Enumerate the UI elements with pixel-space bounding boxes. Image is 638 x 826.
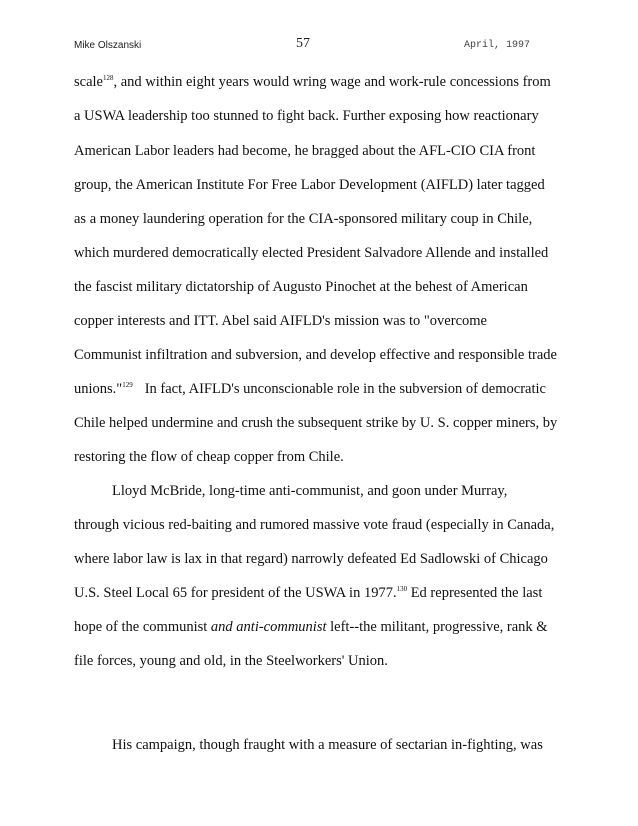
text-run: unions." — [74, 381, 123, 397]
text-line: which murdered democratically elected President Salvadore Allende and installed — [74, 245, 549, 261]
text-line: the fascist military dictatorship of Augusto Pinochet at the behest of American — [74, 279, 528, 295]
text-line: Chile helped undermine and crush the subsequent strike by U. S. copper miners, by — [74, 415, 558, 431]
text-run: U.S. Steel Local 65 for president of the USWA in 1977. — [74, 585, 397, 601]
text-line: file forces, young and old, in the Steelworkers' Union. — [74, 653, 388, 669]
text-run: left--the militant, progressive, rank & — [326, 619, 548, 635]
paragraph-start-line: Lloyd McBride, long-time anti-communist, and goon under Murray, — [112, 483, 508, 499]
text-run: scale — [74, 74, 103, 90]
header-date: April, 1997 — [464, 40, 531, 51]
text-line: restoring the flow of cheap copper from Chile. — [74, 449, 344, 465]
text-line — [74, 381, 546, 398]
header-author: Mike Olszanski — [74, 40, 142, 51]
text-line — [74, 619, 548, 636]
text-line — [74, 74, 551, 91]
footnote-ref-130: 130 — [396, 585, 408, 593]
text-run: hope of the communist — [74, 619, 211, 635]
footnote-ref-129: 129 — [122, 381, 133, 389]
text-line — [74, 585, 542, 602]
header-page-number: 57 — [296, 36, 310, 51]
text-line: Communist infiltration and subversion, and develop effective and responsible trade — [74, 347, 557, 363]
text-line: copper interests and ITT. Abel said AIFLD's mission was to "overcome — [74, 313, 487, 329]
text-line: as a money laundering operation for the CIA-sponsored military coup in Chile, — [74, 211, 533, 227]
text-line: where labor law is lax in that regard) narrowly defeated Ed Sadlowski of Chicago — [74, 551, 548, 567]
text-line: a USWA leadership too stunned to fight back. Further exposing how reactionary — [74, 108, 539, 124]
text-line: group, the American Institute For Free Labor Development (AIFLD) later tagged — [74, 177, 545, 193]
text-run: In fact, AIFLD's unconscionable role in the subversion of democratic — [144, 381, 546, 397]
text-line: through vicious red-baiting and rumored massive vote fraud (especially in Canada, — [74, 517, 555, 533]
text-run: , and within eight years would wring wage and work-rule concessions from — [113, 74, 551, 90]
italic-phrase: and anti-communist — [210, 619, 327, 635]
paragraph-start-line: His campaign, though fraught with a measure of sectarian in-fighting, was — [112, 737, 543, 753]
text-line: American Labor leaders had become, he bragged about the AFL-CIO CIA front — [74, 143, 536, 159]
footnote-ref-128: 128 — [102, 74, 114, 82]
text-run: Ed represented the last — [407, 585, 543, 601]
